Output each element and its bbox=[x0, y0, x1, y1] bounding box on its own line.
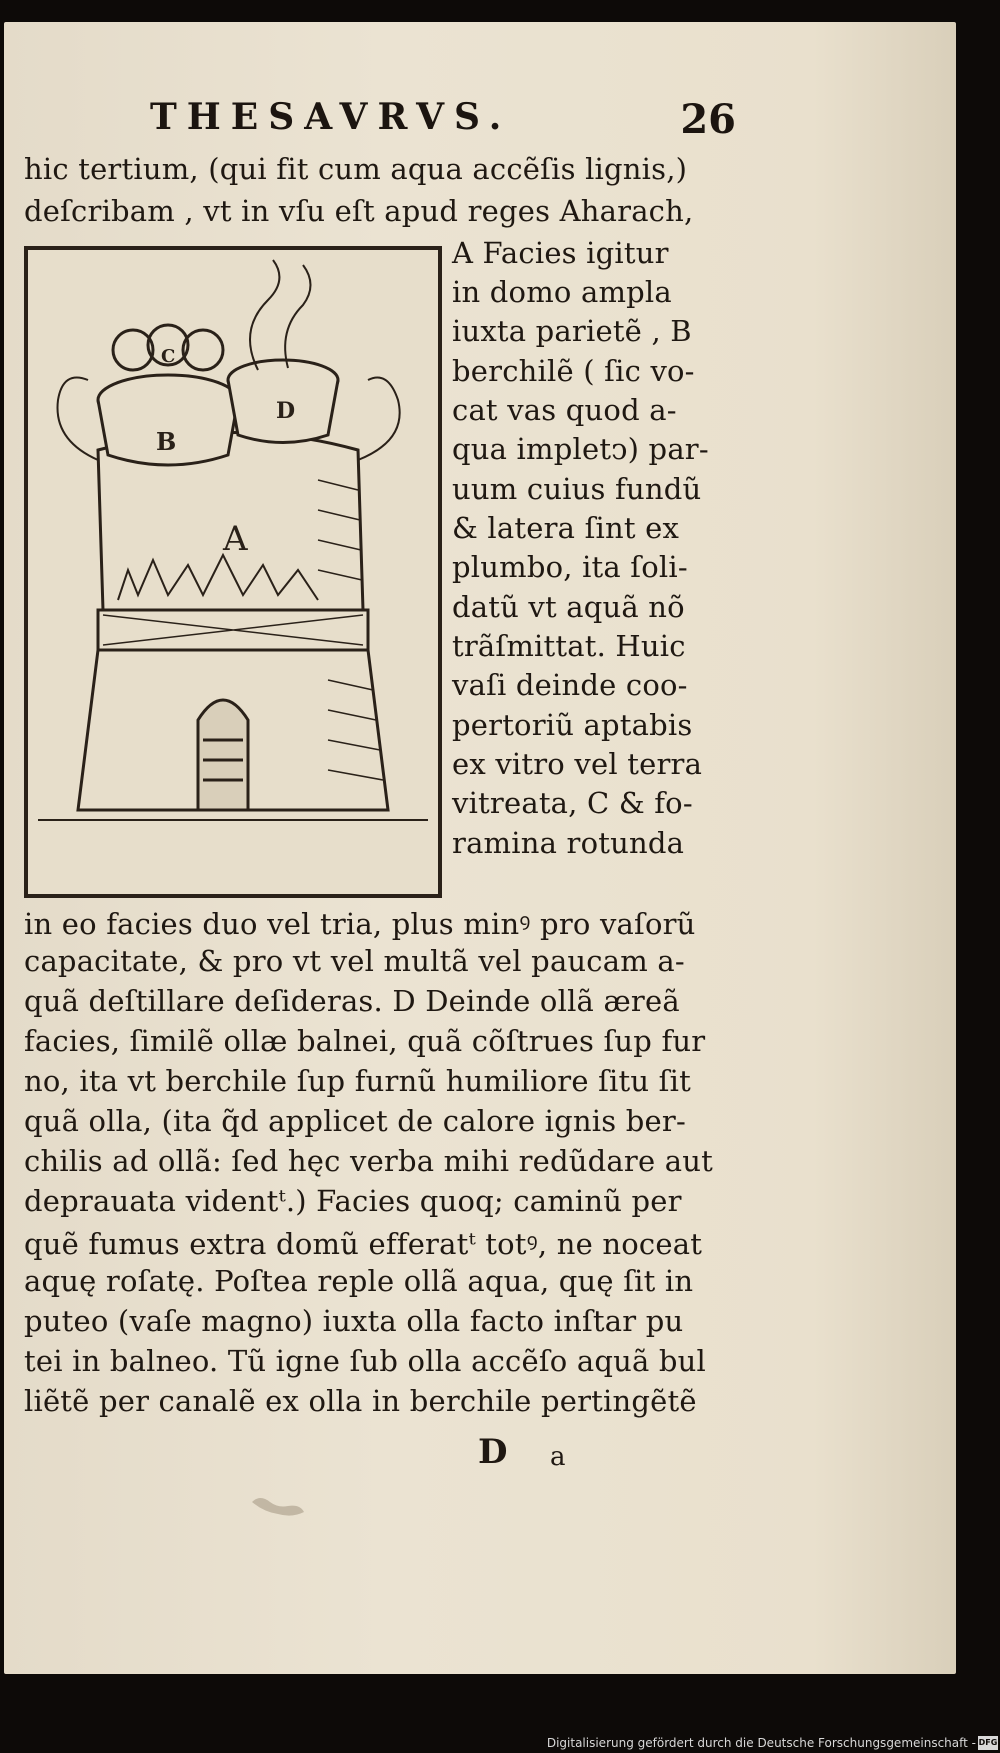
running-head-title: THESAVRVS. bbox=[150, 96, 512, 138]
furnace-woodcut bbox=[28, 250, 438, 894]
text-line-side-14: ex vitro vel terra bbox=[452, 747, 703, 781]
text-line-side-5: cat vas quod a- bbox=[452, 393, 677, 427]
digitization-credit: Digitalisierung gefördert durch die Deutsche Forschungsgemeinschaft - bbox=[546, 1736, 976, 1750]
text-line-side-9: plumbo, ita ſoli- bbox=[452, 550, 688, 584]
signature-mark: a bbox=[550, 1442, 566, 1472]
text-line-side-4: berchilẽ ( ſic vo- bbox=[452, 354, 695, 388]
text-line-bottom-5: no, ita vt berchile ſup furnũ humiliore ſitu ſit bbox=[24, 1064, 691, 1098]
text-line-bottom-13: liẽtẽ per canalẽ ex olla in berchile pertingẽtẽ bbox=[24, 1384, 697, 1418]
text-line-bottom-1: in eo facies duo vel tria, plus minꝰ pro vaſorũ bbox=[24, 907, 696, 941]
figure-label-c: C bbox=[161, 346, 176, 367]
text-line-bottom-6: quã olla, (ita q̃d applicet de calore ignis ber- bbox=[24, 1104, 686, 1138]
text-line-side-2: in domo ampla bbox=[452, 275, 672, 309]
text-line-side-16: ramina rotunda bbox=[452, 826, 685, 860]
text-line-side-7: uum cuius fundũ bbox=[452, 472, 702, 506]
text-line-bottom-7: chilis ad ollã: ſed hęc verba mihi redũdare aut bbox=[24, 1144, 713, 1178]
text-line-bottom-3: quã deſtillare deſideras. D Deinde ollã æreã bbox=[24, 984, 680, 1018]
footer-bar bbox=[0, 1731, 1000, 1753]
text-line-side-3: iuxta parietẽ , B bbox=[452, 314, 692, 348]
text-line-bottom-11: puteo (vaſe magno) iuxta olla facto inſtar pu bbox=[24, 1304, 684, 1338]
text-line-top-2: deſcribam , vt in vſu eſt apud reges Aharach, bbox=[24, 194, 694, 228]
figure-label-b: B bbox=[156, 427, 177, 456]
text-line-side-6: qua impletͻ) par- bbox=[452, 432, 709, 466]
ink-stain bbox=[248, 1492, 308, 1520]
figure-label-d: D bbox=[276, 398, 296, 424]
text-line-side-15: vitreata, C & fo- bbox=[452, 786, 693, 820]
text-line-bottom-10: aquę roſatę. Poſtea reple ollã aqua, quę ſit in bbox=[24, 1264, 694, 1298]
text-line-side-13: pertoriũ aptabis bbox=[452, 708, 693, 742]
text-line-side-1: A Facies igitur bbox=[452, 236, 669, 270]
text-line-side-11: trãſmittat. Huic bbox=[452, 629, 686, 663]
page-number: 26 bbox=[680, 96, 736, 143]
text-line-bottom-9: quẽ fumus extra domũ efferatᵗ totꝰ, ne noceat bbox=[24, 1227, 703, 1261]
text-line-top-1: hic tertium, (qui fit cum aqua accẽſis lignis,) bbox=[24, 152, 688, 186]
figure-label-a: A bbox=[223, 519, 248, 559]
dfg-logo: DFG bbox=[978, 1736, 998, 1750]
catchword: D bbox=[478, 1432, 508, 1472]
text-line-side-8: & latera ſint ex bbox=[452, 511, 680, 545]
text-line-side-10: datũ vt aquã nõ bbox=[452, 590, 685, 624]
text-line-bottom-4: facies, ſimilẽ ollæ balnei, quã cõſtrues ſup fur bbox=[24, 1024, 706, 1058]
text-line-bottom-12: tei in balneo. Tũ igne ſub olla accẽſo aquã bul bbox=[24, 1344, 706, 1378]
text-line-side-12: vaſi deinde coo- bbox=[452, 668, 688, 702]
text-line-bottom-8: deprauata videntᵗ.) Facies quoq; caminũ per bbox=[24, 1184, 682, 1218]
woodcut-illustration bbox=[24, 246, 442, 898]
text-line-bottom-2: capacitate, & pro vt vel multã vel paucam a- bbox=[24, 944, 685, 978]
running-head bbox=[150, 96, 736, 146]
